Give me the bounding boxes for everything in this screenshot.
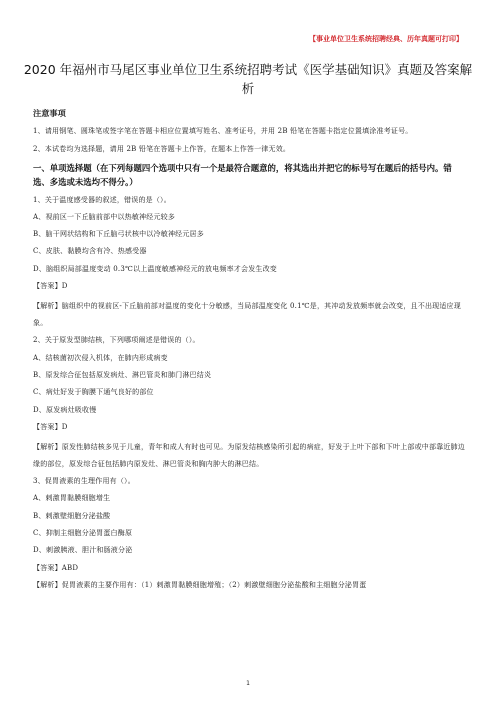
notice-heading: 注意事项 <box>33 108 66 118</box>
question-option: C、抑制主细胞分泌胃蛋白酶原 <box>33 529 133 538</box>
question-option: A、结核菌初次侵入机体，在肺内形成病变 <box>33 353 168 362</box>
notice-item: 2、本试卷均为选择题，请用 2B 铅笔在答题卡上作答，在题本上作答一律无效。 <box>33 145 291 153</box>
question-option: C、病灶好发于胸膜下通气良好的部位 <box>33 388 154 397</box>
answer-label: 【答案】ABD <box>33 563 79 572</box>
question-option: A、视前区一下丘脑前部中以热敏神经元较多 <box>33 212 176 221</box>
question-option: D、原发病灶吸收慢 <box>33 405 97 414</box>
analysis-text: 【解析】脑组织中的视前区-下丘脑前部对温度的变化十分敏感，当局部温度变化 0.1℃是，其冲动发放频率就会改变，且不出现适应现象。 <box>33 302 461 328</box>
question-option: B、刺激壁细胞分泌盐酸 <box>33 511 111 520</box>
answer-label: 【答案】D <box>33 422 68 431</box>
document-body <box>33 107 467 597</box>
question-stem: 1、关于温度感受器的叙述，错误的是（）。 <box>33 195 171 204</box>
question-option: B、脑干网状结构和下丘脑弓状核中以冷敏神经元居多 <box>33 230 204 239</box>
section-heading: 一、单项选择题（在下列每题四个选项中只有一个是最符合题意的，将其选出并把它的标号写在题后的括号内。错选、多选或未选均不得分。） <box>33 162 452 187</box>
question-option: A、刺激胃黏膜细胞增生 <box>33 494 111 503</box>
analysis-text: 【解析】促胃液素的主要作用有：（1）刺激胃黏膜细胞增殖；（2）刺激壁细胞分泌盐酸和主细胞分泌胃蛋 <box>33 580 367 589</box>
question-option: C、皮肤、黏膜均含有冷、热感受器 <box>33 247 147 256</box>
question-stem: 2、关于原发型肺结核，下列哪项阐述是错误的（）。 <box>33 336 200 345</box>
question-option: D、脑组织局部温度变动 0.3℃以上温度敏感神经元的放电频率才会发生改变 <box>33 264 277 273</box>
page-title: 2020 年福州市马尾区事业单位卫生系统招聘考试《医学基础知识》真题及答案解析 <box>23 62 473 96</box>
header-banner: 【事业单位卫生系统招聘经典、历年真题可打印】 <box>309 35 463 43</box>
question-option: D、刺激胰液、胆汁和肠液分泌 <box>33 546 133 555</box>
analysis-text: 【解析】原发性肺结核多见于儿童，青年和成人有时也可见。为原发结核感染所引起的病症，好发于上叶下部和下叶上部或中部靠近肺边缘的部位，原发综合征包括肺内原发灶、淋巴管炎和胸内肿大的淋巴结。 <box>33 443 465 469</box>
page-number: 1 <box>246 680 250 687</box>
question-option: B、原发综合征包括原发病灶、淋巴管炎和肺门淋巴结炎 <box>33 370 212 379</box>
notice-item: 1、请用钢笔、圆珠笔或签字笔在答题卡相应位置填写姓名、准考证号，并用 2B 铅笔在答题卡指定位置填涂准考证号。 <box>33 127 413 135</box>
answer-label: 【答案】D <box>33 282 68 291</box>
question-stem: 3、促胃液素的生理作用有（）。 <box>33 477 135 486</box>
